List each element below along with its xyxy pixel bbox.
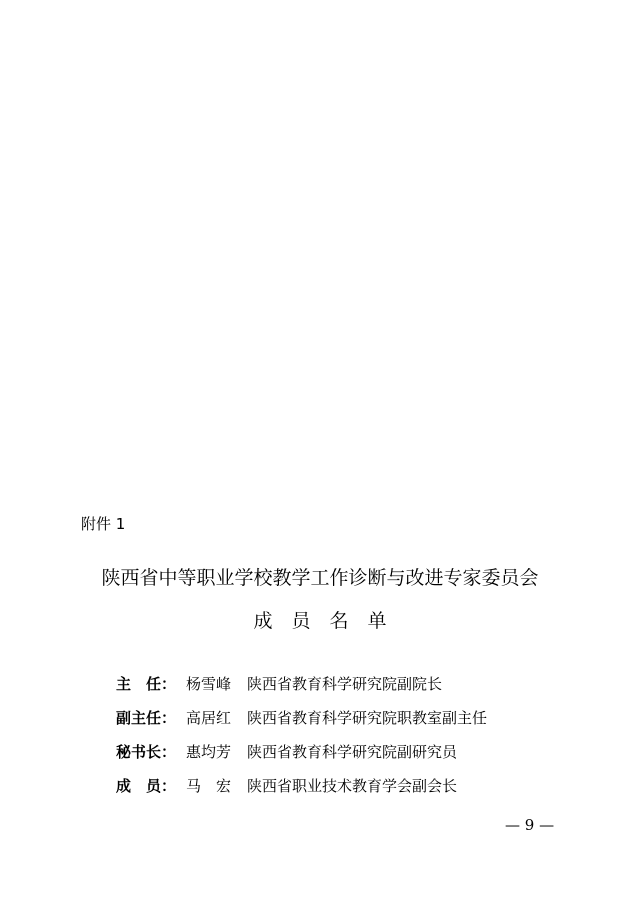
member-title: 陕西省教育科学研究院副研究员 bbox=[247, 743, 458, 761]
member-row bbox=[116, 667, 596, 701]
attachment-label: 附件 1 bbox=[81, 515, 126, 533]
page-number: — 9 — bbox=[505, 816, 555, 834]
member-role: 秘书长： bbox=[116, 743, 177, 761]
member-row bbox=[116, 735, 596, 769]
member-title: 陕西省职业技术教育学会副会长 bbox=[247, 777, 458, 795]
member-title: 陕西省教育科学研究院副院长 bbox=[247, 675, 443, 693]
member-title: 陕西省教育科学研究院职教室副主任 bbox=[247, 709, 488, 727]
document-subtitle: 成 员 名 单 bbox=[253, 610, 387, 632]
member-row bbox=[116, 701, 596, 735]
member-name: 杨雪峰 bbox=[186, 675, 232, 693]
member-role: 副主任： bbox=[116, 709, 177, 727]
member-name: 惠均芳 bbox=[186, 743, 232, 761]
member-name: 马 宏 bbox=[186, 777, 232, 795]
member-list bbox=[116, 667, 596, 803]
member-role: 成 员： bbox=[116, 777, 177, 795]
member-role: 主 任： bbox=[116, 675, 177, 693]
document-title: 陕西省中等职业学校教学工作诊断与改进专家委员会 bbox=[101, 567, 539, 589]
member-row bbox=[116, 769, 596, 803]
member-name: 高居红 bbox=[186, 709, 232, 727]
